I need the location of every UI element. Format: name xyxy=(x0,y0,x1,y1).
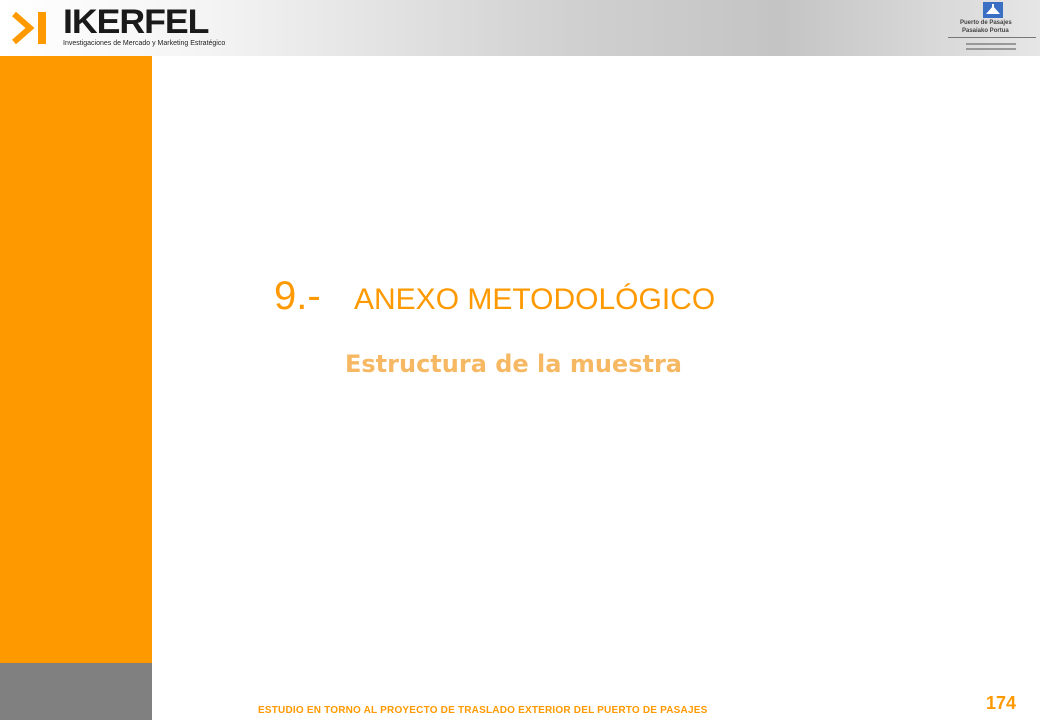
port-name-line-2: Pasaiako Portua xyxy=(962,28,1009,34)
section-title: ANEXO METODOLÓGICO xyxy=(354,283,716,316)
port-name-line-1: Puerto de Pasajes xyxy=(960,20,1012,26)
port-authority-icon xyxy=(983,2,1003,18)
port-logo-fine-print xyxy=(966,43,1016,45)
ikerfel-logo xyxy=(10,3,226,52)
section-number: 9.- xyxy=(274,274,321,318)
left-grey-block xyxy=(0,663,152,720)
port-logo-divider xyxy=(948,37,1036,38)
puerto-de-pasajes-logo xyxy=(946,0,1038,54)
ikerfel-mark-icon xyxy=(10,8,50,48)
slide-header xyxy=(0,0,1040,56)
ikerfel-wordmark: IKERFEL xyxy=(63,3,209,41)
left-orange-bar xyxy=(0,56,152,663)
page-number: 174 xyxy=(986,693,1017,713)
section-subtitle: Estructura de la muestra xyxy=(345,350,682,378)
footer-study-title: ESTUDIO EN TORNO AL PROYECTO DE TRASLADO EXTERIOR DEL PUERTO DE PASAJES xyxy=(258,705,708,716)
ikerfel-tagline: Investigaciones de Mercado y Marketing Estratégico xyxy=(63,40,226,47)
port-logo-fine-print-2 xyxy=(966,48,1016,50)
